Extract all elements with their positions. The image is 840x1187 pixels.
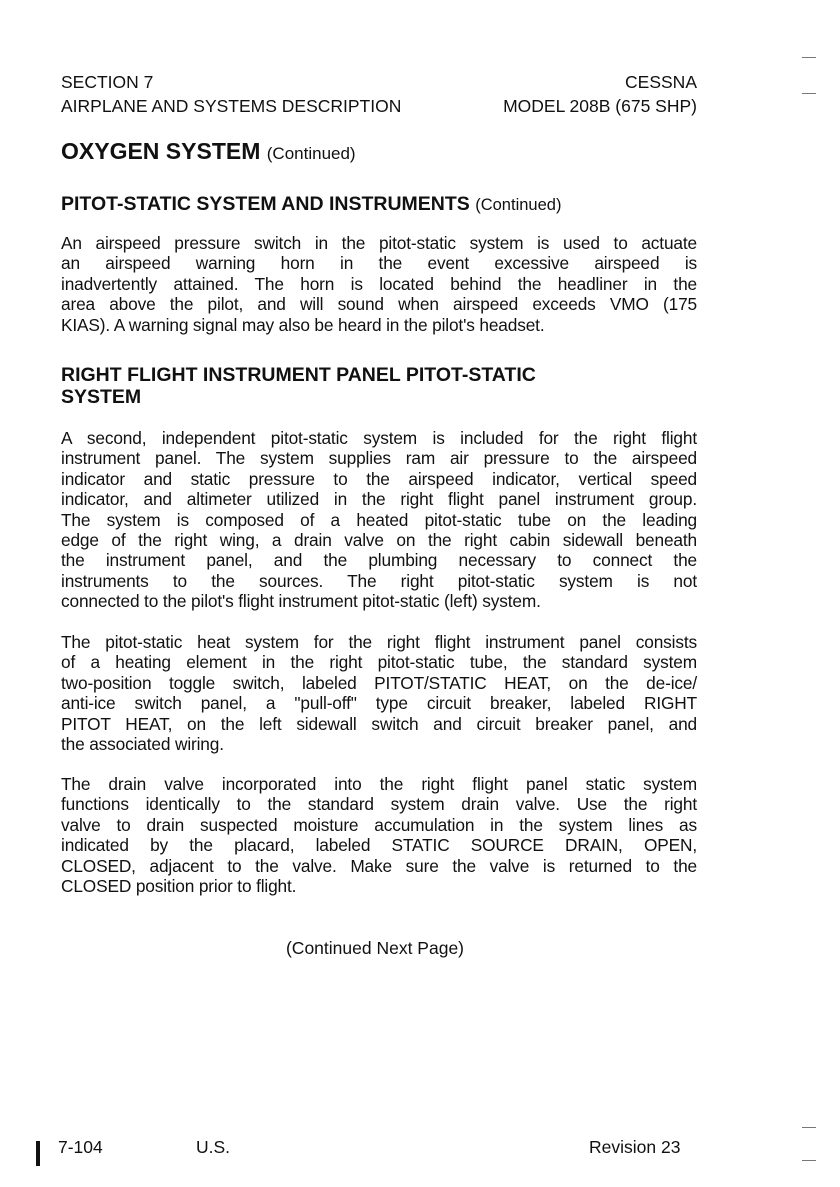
text-line: An airspeed pressure switch in the pitot-static system is used to actuate bbox=[61, 233, 697, 253]
paragraph-second-system bbox=[61, 428, 697, 612]
section-heading-pitot-static bbox=[61, 193, 701, 216]
paragraph-airspeed-warning bbox=[61, 233, 697, 335]
text-line: indicated by the placard, labeled STATIC SOURCE DRAIN, OPEN, bbox=[61, 835, 697, 856]
text-line: indicator, and altimeter utilized in the right flight panel instrument group. bbox=[61, 489, 697, 510]
text-line: area above the pilot, and will sound when airspeed exceeds VMO (175 bbox=[61, 294, 697, 315]
page-title-suffix: (Continued) bbox=[266, 144, 356, 163]
section-heading-text: PITOT-STATIC SYSTEM AND INSTRUMENTS bbox=[61, 193, 470, 215]
text-line: inadvertently attained. The horn is located behind the headliner in the bbox=[61, 273, 697, 294]
revision-change-bar bbox=[36, 1141, 40, 1166]
text-line: The system is composed of a heated pitot-static tube on the leading bbox=[61, 509, 697, 530]
scan-edge-mark bbox=[802, 93, 816, 94]
page-title bbox=[61, 138, 356, 165]
text-line: CLOSED, adjacent to the valve. Make sure the valve is returned to the bbox=[61, 855, 697, 876]
footer-page-number: 7-104 bbox=[58, 1137, 103, 1157]
scan-edge-mark bbox=[802, 1160, 816, 1161]
text-line: the associated wiring. bbox=[61, 734, 224, 755]
text-line: anti-ice switch panel, a "pull-off" type circuit breaker, labeled RIGHT bbox=[61, 693, 697, 714]
text-line: CLOSED position prior to flight. bbox=[61, 876, 297, 897]
section-heading-suffix: (Continued) bbox=[475, 196, 562, 214]
text-line: The pitot-static heat system for the right flight instrument panel consists bbox=[61, 632, 697, 652]
footer-revision: Revision 23 bbox=[589, 1137, 681, 1157]
scan-edge-mark bbox=[802, 57, 816, 58]
section-heading-line-1: RIGHT FLIGHT INSTRUMENT PANEL PITOT-STATIC bbox=[61, 364, 536, 386]
text-line: instruments to the sources. The right pitot-static system is not bbox=[61, 570, 697, 591]
header-section: SECTION 7 bbox=[61, 72, 154, 92]
text-line: KIAS). A warning signal may also be heard in the pilot's headset. bbox=[61, 314, 545, 335]
text-line: instrument panel. The system supplies ram air pressure to the airspeed bbox=[61, 448, 697, 469]
section-heading-right-panel bbox=[61, 364, 701, 408]
continued-next-page-note: (Continued Next Page) bbox=[285, 938, 465, 958]
header-brand: CESSNA bbox=[625, 72, 697, 92]
text-line: connected to the pilot's flight instrument pitot-static (left) system. bbox=[61, 591, 541, 612]
text-line: two-position toggle switch, labeled PITOT/STATIC HEAT, on the de-ice/ bbox=[61, 672, 697, 693]
text-line: functions identically to the standard system drain valve. Use the right bbox=[61, 794, 697, 815]
header-chapter: AIRPLANE AND SYSTEMS DESCRIPTION bbox=[61, 96, 402, 116]
text-line: The drain valve incorporated into the right flight panel static system bbox=[61, 774, 697, 794]
text-line: indicator and static pressure to the airspeed indicator, vertical speed bbox=[61, 468, 697, 489]
footer-edition: U.S. bbox=[196, 1137, 231, 1157]
text-line: PITOT HEAT, on the left sidewall switch and circuit breaker panel, and bbox=[61, 713, 697, 734]
text-line: of a heating element in the right pitot-static tube, the standard system bbox=[61, 652, 697, 673]
scan-edge-mark bbox=[802, 1127, 816, 1128]
text-line: the instrument panel, and the plumbing necessary to connect the bbox=[61, 550, 697, 571]
page-title-text: OXYGEN SYSTEM bbox=[61, 138, 261, 164]
paragraph-drain-valve bbox=[61, 774, 697, 896]
text-line: A second, independent pitot-static system is included for the right flight bbox=[61, 428, 697, 448]
text-line: an airspeed warning horn in the event excessive airspeed is bbox=[61, 253, 697, 274]
header-model: MODEL 208B (675 SHP) bbox=[503, 96, 697, 116]
section-heading-line-2: SYSTEM bbox=[61, 386, 142, 408]
paragraph-pitot-heat bbox=[61, 632, 697, 754]
text-line: valve to drain suspected moisture accumulation in the system lines as bbox=[61, 814, 697, 835]
text-line: edge of the right wing, a drain valve on the right cabin sidewall beneath bbox=[61, 530, 697, 551]
